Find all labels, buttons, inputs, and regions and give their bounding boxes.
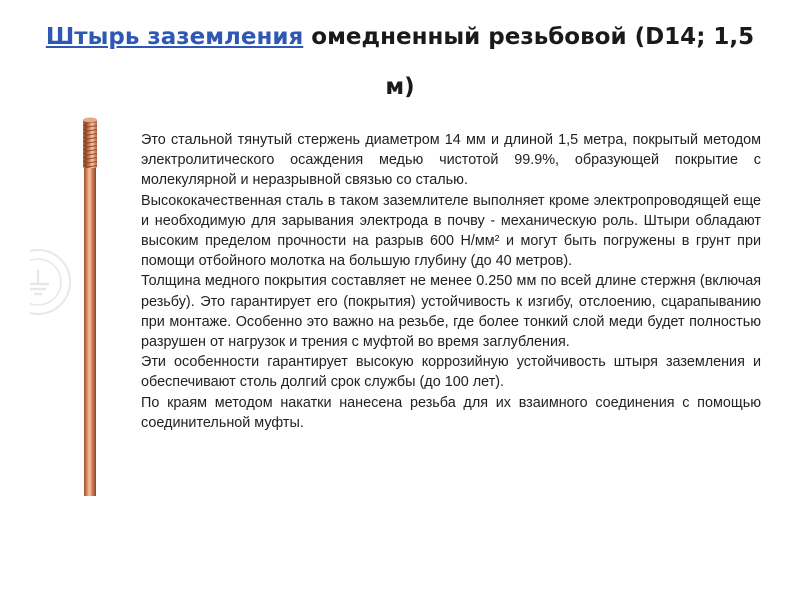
paragraph-5: По краям методом накатки нанесена резьба для их взаимного соединения с помощью соединительной муфты. (141, 394, 761, 431)
ground-rod-image (30, 112, 150, 498)
title-rest: омедненный резьбовой (D14; 1,5 м) (311, 24, 755, 100)
paragraph-1: Это стальной тянутый стержень диаметром 14 мм и длиной 1,5 метра, покрытый методом электролитического осаждения медью чистотой 99.9%, образующей покрытие с молекулярной и неразрывной связью со сталью. (141, 132, 761, 189)
rod-tip (83, 118, 97, 123)
paragraph-2: Высококачественная сталь в таком заземлителе выполняет кроме электропроводящей еще и необходимую для зарывания электрода в почву - механическую роль. Штыри обладают высоким пределом прочности на разрыв 600 Н/мм² и могут быть погружены в грунт при помощи отбойного молотка на большую глубину (до 40 метров). (141, 192, 761, 270)
watermark-logo (30, 250, 70, 314)
paragraph-3: Толщина медного покрытия составляет не менее 0.250 мм по всей длине стержня (включая резьбу). Это гарантирует его (покрытия) устойчивость к изгибу, отслоению, сцарапыванию при монтаже. Особенно это важно на резьбе, где более тонкий слой меди будет полностью разрушен от нагрузок и трения с муфтой во время заглубления. (141, 273, 761, 351)
title-link[interactable]: Штырь заземления (45, 24, 304, 50)
rod-threaded-end (83, 120, 97, 168)
description (141, 130, 761, 433)
page-title (40, 12, 760, 112)
rod-shaft (84, 168, 96, 496)
paragraph-4: Эти особенности гарантирует высокую коррозийную устойчивость штыря заземления и обеспечивают столь долгий срок службы (до 100 лет). (141, 354, 761, 391)
